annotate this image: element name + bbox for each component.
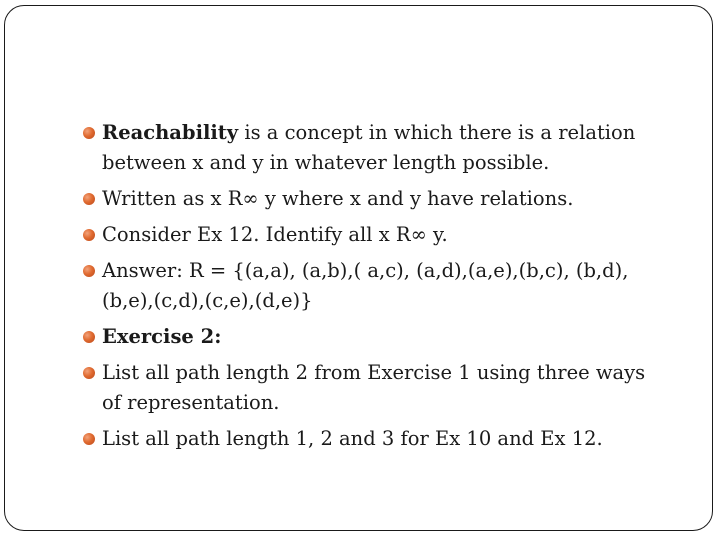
bullet-path-length-2 bbox=[0, 358, 720, 418]
bullet-body: Written as x R∞ y where x and y have relations. bbox=[102, 187, 574, 210]
bullet-written-as bbox=[0, 184, 720, 214]
bullet-dot-icon bbox=[83, 265, 95, 277]
bullet-bold-term: Reachability bbox=[102, 121, 239, 144]
bullet-body: List all path length 1, 2 and 3 for Ex 10 and Ex 12. bbox=[102, 427, 603, 450]
bullet-text bbox=[102, 256, 662, 316]
bullet-body: List all path length 2 from Exercise 1 using three ways of representation. bbox=[102, 361, 646, 414]
bullet-dot-icon bbox=[83, 229, 95, 241]
bullet-bold-term: Exercise 2: bbox=[102, 325, 222, 348]
bullet-list bbox=[0, 118, 720, 460]
bullet-text bbox=[102, 322, 662, 352]
bullet-text bbox=[102, 220, 662, 250]
bullet-dot-icon bbox=[83, 193, 95, 205]
bullet-dot-icon bbox=[83, 367, 95, 379]
bullet-dot-icon bbox=[83, 127, 95, 139]
bullet-body: is a concept in which there is a relation between x and y in whatever length possible. bbox=[102, 121, 636, 174]
bullet-dot-icon bbox=[83, 331, 95, 343]
bullet-reachability bbox=[0, 118, 720, 178]
bullet-exercise-heading bbox=[0, 322, 720, 352]
bullet-text bbox=[102, 118, 662, 178]
bullet-body: Answer: R = {(a,a), (a,b),( a,c), (a,d),(a,e),(b,c), (b,d),(b,e),(c,d),(c,e),(d,e)} bbox=[102, 259, 629, 312]
bullet-answer bbox=[0, 256, 720, 316]
bullet-text bbox=[102, 358, 662, 418]
bullet-consider bbox=[0, 220, 720, 250]
bullet-text bbox=[102, 424, 662, 454]
bullet-text bbox=[102, 184, 662, 214]
bullet-dot-icon bbox=[83, 433, 95, 445]
bullet-path-length-123 bbox=[0, 424, 720, 454]
bullet-body: Consider Ex 12. Identify all x R∞ y. bbox=[102, 223, 448, 246]
